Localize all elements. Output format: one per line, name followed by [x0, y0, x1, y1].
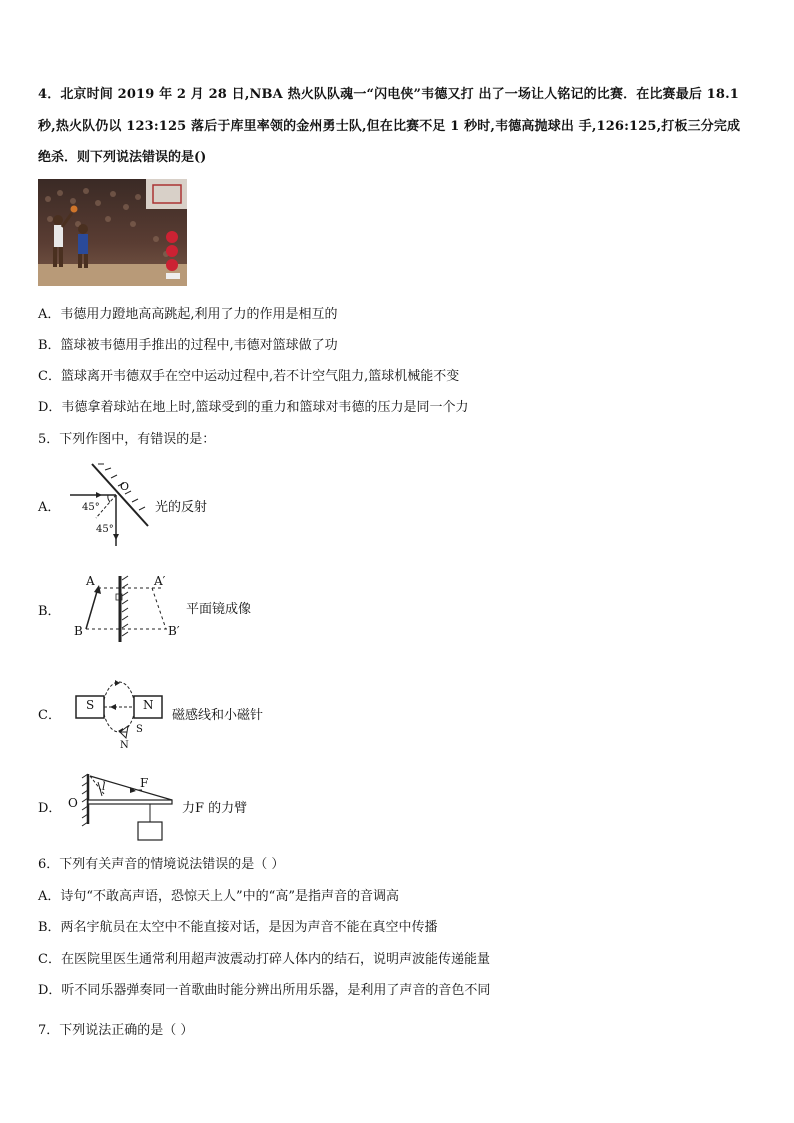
q6-option-b: B．两名宇航员在太空中不能直接对话，是因为声音不能在真空中传播 — [38, 920, 438, 935]
reflection-point-label: O — [120, 480, 130, 493]
q7-stem: 7．下列说法正确的是（ ） — [38, 1023, 194, 1038]
q4-stem-line2: 秒,热火队仍以 123:125 落后于库里率领的金州勇士队,但在比赛不足 1 秒时,韦德高抛球出 手,126:125,打板三分完成 — [38, 119, 741, 134]
q4-option-b: B．篮球被韦德用手推出的过程中,韦德对篮球做了功 — [38, 338, 338, 353]
lever-arm-label: l — [102, 780, 106, 793]
basketball-scene-image — [38, 179, 187, 286]
basketball-photo — [38, 179, 187, 286]
reflection-angle-label-1: 45° — [82, 502, 100, 513]
q5-stem: 5．下列作图中，有错误的是： — [38, 432, 216, 447]
reflection-angle-label-2: 45° — [96, 524, 114, 535]
q5-option-a-letter: A． — [38, 500, 61, 515]
q6-option-c: C．在医院里医生通常利用超声波震动打碎人体内的结石，说明声波能传递能量 — [38, 952, 490, 967]
q6-option-a: A．诗句“不敢高声语，恐惊天上人”中的“高”是指声音的音调高 — [38, 889, 399, 904]
lever-pivot-label: O — [68, 796, 78, 810]
q5-option-b-letter: B． — [38, 604, 61, 619]
lever-arm-diagram — [68, 770, 178, 846]
q6-stem: 6．下列有关声音的情境说法错误的是（ ） — [38, 857, 285, 872]
compass-s-label: S — [136, 724, 143, 735]
mirror-label-a-prime: A′ — [154, 574, 166, 588]
q5-option-d-letter: D． — [38, 801, 62, 816]
q5-option-c-caption: 磁感线和小磁针 — [172, 708, 264, 723]
q5-option-c-letter: C． — [38, 708, 61, 723]
mirror-label-a: A — [86, 574, 95, 588]
q4-stem-line1: 4．北京时间 2019 年 2 月 28 日,NBA 热火队队魂一“闪电侠”韦德又打 出了一场让人铭记的比赛．在比赛最后 18.1 — [38, 87, 739, 102]
compass-n-label: N — [120, 740, 129, 751]
plane-mirror-diagram — [70, 574, 180, 644]
magnet-right-pole-label: N — [143, 698, 154, 712]
reflection-diagram — [68, 462, 152, 550]
q5-option-a-caption: 光的反射 — [155, 500, 208, 515]
magnetic-field-diagram — [74, 670, 164, 754]
q4-stem-line3: 绝杀．则下列说法错误的是() — [38, 150, 207, 165]
lever-force-label: F — [140, 776, 149, 790]
q5-option-d-caption: 力F 的力臂 — [182, 801, 248, 816]
q4-option-d: D．韦德拿着球站在地上时,篮球受到的重力和篮球对韦德的压力是同一个力 — [38, 400, 469, 415]
q4-option-a: A．韦德用力蹬地高高跳起,利用了力的作用是相互的 — [38, 307, 338, 322]
mirror-label-b: B — [74, 624, 83, 638]
magnet-left-pole-label: S — [86, 698, 95, 712]
q6-option-d: D．听不同乐器弹奏同一首歌曲时能分辨出所用乐器，是利用了声音的音色不同 — [38, 983, 491, 998]
mirror-label-b-prime: B′ — [168, 624, 180, 638]
q5-option-b-caption: 平面镜成像 — [186, 602, 252, 617]
q4-option-c: C．篮球离开韦德双手在空中运动过程中,若不计空气阻力,篮球机械能不变 — [38, 369, 460, 384]
